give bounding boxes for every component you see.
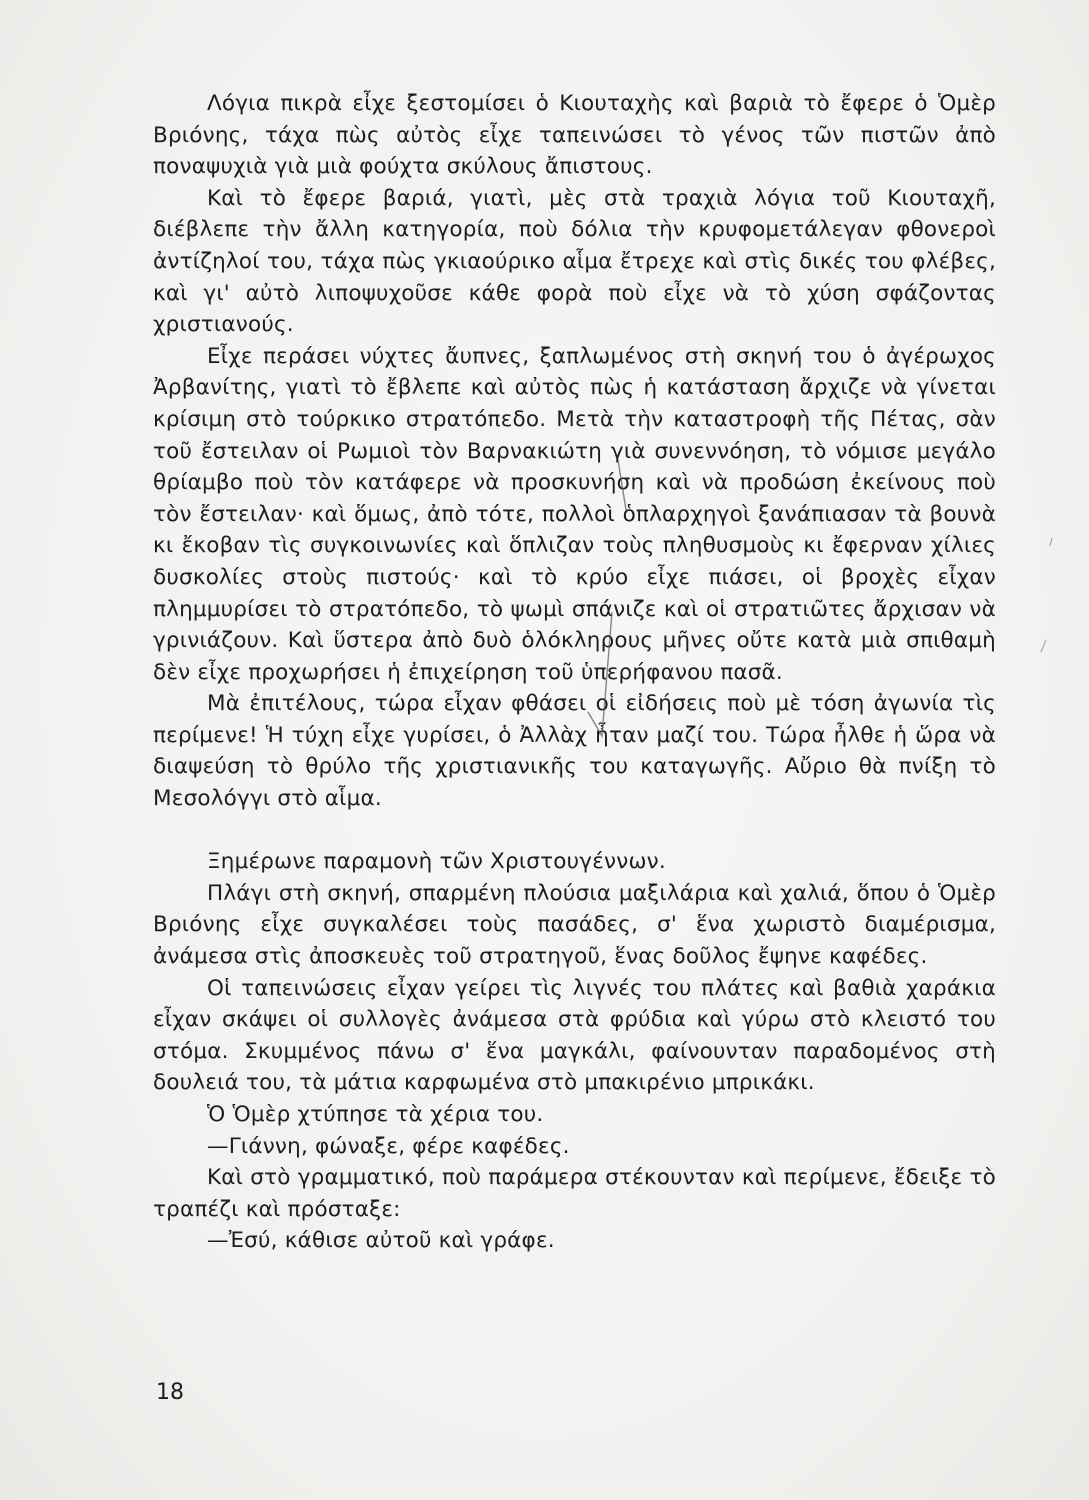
paragraph: Καὶ στὸ γραμματικό, ποὺ παράμερα στέκουνταν καὶ περίμενε, ἔδειξε τὸ τραπέζι καὶ πρόσταξε:: [153, 1165, 996, 1222]
paragraph: Οἱ ταπεινώσεις εἶχαν γείρει τὶς λιγνές του πλάτες καὶ βαθιὰ χαράκια εἶχαν σκάψει οἱ συλλογὲς ἀνάμεσα στὰ φρύδια καὶ γύρω στὸ κλειστό του στόμα. Σκυμμένος πάνω σ' ἕνα μαγκάλι, φαίνουνταν παραδομένος στὴ δουλειά του, τὰ μάτια καρφωμένα στὸ μπακιρένιο μπρικάκι.: [153, 975, 996, 1096]
pencil-tick: [1041, 640, 1046, 652]
paragraph: Εἶχε περάσει νύχτες ἄυπνες, ξαπλωμένος στὴ σκηνή του ὁ ἀγέρωχος Ἀρβανίτης, γιατὶ τὸ ἔβλεπε καὶ αὐτὸς πὼς ἡ κατάσταση ἄρχιζε νὰ γίνεται κρίσιμη στὸ τούρκικο στρατόπεδο. Μετὰ τὴν καταστροφὴ τῆς Πέτας, σὰν τοῦ ἔστειλαν οἱ Ρωμιοὶ τὸν Βαρνακιώτη γιὰ συνεννόηση, τὸ νόμισε μεγάλο θρίαμβο ποὺ τὸν κατάφερε νὰ προσκυνήση καὶ νὰ προδώση ἐκείνους ποὺ τὸν ἔστειλαν· καὶ ὅμως, ἀπὸ τότε, πολλοὶ ὁπλαρχηγοὶ ξανάπιασαν τὰ βουνὰ κι ἔκοβαν τὶς συγκοινωνίες καὶ ὅπλιζαν τοὺς πληθυσμοὺς κι ἔφερναν χίλιες δυσκολίες στοὺς πιστούς· καὶ τὸ κρύο εἶχε πιάσει, οἱ βροχὲς εἶχαν πλημμυρίσει τὸ στρατόπεδο, τὸ ψωμὶ σπάνιζε καὶ οἱ στρατιῶτες ἄρχισαν νὰ γρινιάζουν. Καὶ ὕστερα ἀπὸ δυὸ ὁλόκληρους μῆνες οὔτε κατὰ μιὰ σπιθαμὴ δὲν εἶχε προχωρήσει ἡ ἐπιχείρηση τοῦ ὑπερήφανου πασᾶ.: [153, 343, 996, 685]
page-number: 18: [156, 1380, 184, 1405]
paragraph: Λόγια πικρὰ εἶχε ξεστομίσει ὁ Κιουταχὴς καὶ βαριὰ τὸ ἔφερε ὁ Ὁμὲρ Βριόνης, τάχα πὼς αὐτὸς εἶχε ταπεινώσει τὸ γένος τῶν πιστῶν ἀπὸ ποναψυχιὰ γιὰ μιὰ φούχτα σκύλους ἄπιστους.: [153, 91, 996, 180]
body-text: [153, 88, 996, 1257]
paragraph: Καὶ τὸ ἔφερε βαριά, γιατὶ, μὲς στὰ τραχιὰ λόγια τοῦ Κιουταχῆ, διέβλεπε τὴν ἄλλη κατηγορία, ποὺ δόλια τὴν κρυφομετάλεγαν φθονεροὶ ἀντίζηλοί του, τάχα πὼς γκιαούρικο αἷμα ἔτρεχε καὶ στὶς δικές του φλέβες, καὶ γι' αὐτὸ λιποψυχοῦσε κάθε φορὰ ποὺ εἶχε νὰ τὸ χύση σφάζοντας χριστιανούς.: [153, 185, 996, 338]
paragraph: Μὰ ἐπιτέλους, τώρα εἶχαν φθάσει οἱ εἰδήσεις ποὺ μὲ τόση ἀγωνία τὶς περίμενε! Ἡ τύχη εἶχε γυρίσει, ὁ Ἀλλὰχ ἦταν μαζί του. Τώρα ἦλθε ἡ ὥρα νὰ διαψεύση τὸ θρύλο τῆς χριστιανικῆς του καταγωγῆς. Αὔριο θὰ πνίξη τὸ Μεσολόγγι στὸ αἷμα.: [153, 691, 996, 812]
paragraph: Ὁ Ὁμὲρ χτύπησε τὰ χέρια του.: [207, 1102, 544, 1127]
paragraph: Πλάγι στὴ σκηνή, σπαρμένη πλούσια μαξιλάρια καὶ χαλιά, ὅπου ὁ Ὁμὲρ Βριόνης εἶχε συγκαλέσει τοὺς πασάδες, σ' ἕνα χωριστὸ διαμέρισμα, ἀνάμεσα στὶς ἀποσκευὲς τοῦ στρατηγοῦ, ἕνας δοῦλος ἔψηνε καφέδες.: [153, 880, 996, 970]
paragraph: —Γιάννη, φώναξε, φέρε καφέδες.: [207, 1133, 570, 1159]
paragraph: Ξημέρωνε παραμονὴ τῶν Χριστουγέννων.: [207, 849, 666, 875]
paragraph: —Ἐσύ, κάθισε αὐτοῦ καὶ γράφε.: [207, 1228, 555, 1254]
pencil-tick: [1050, 538, 1052, 546]
